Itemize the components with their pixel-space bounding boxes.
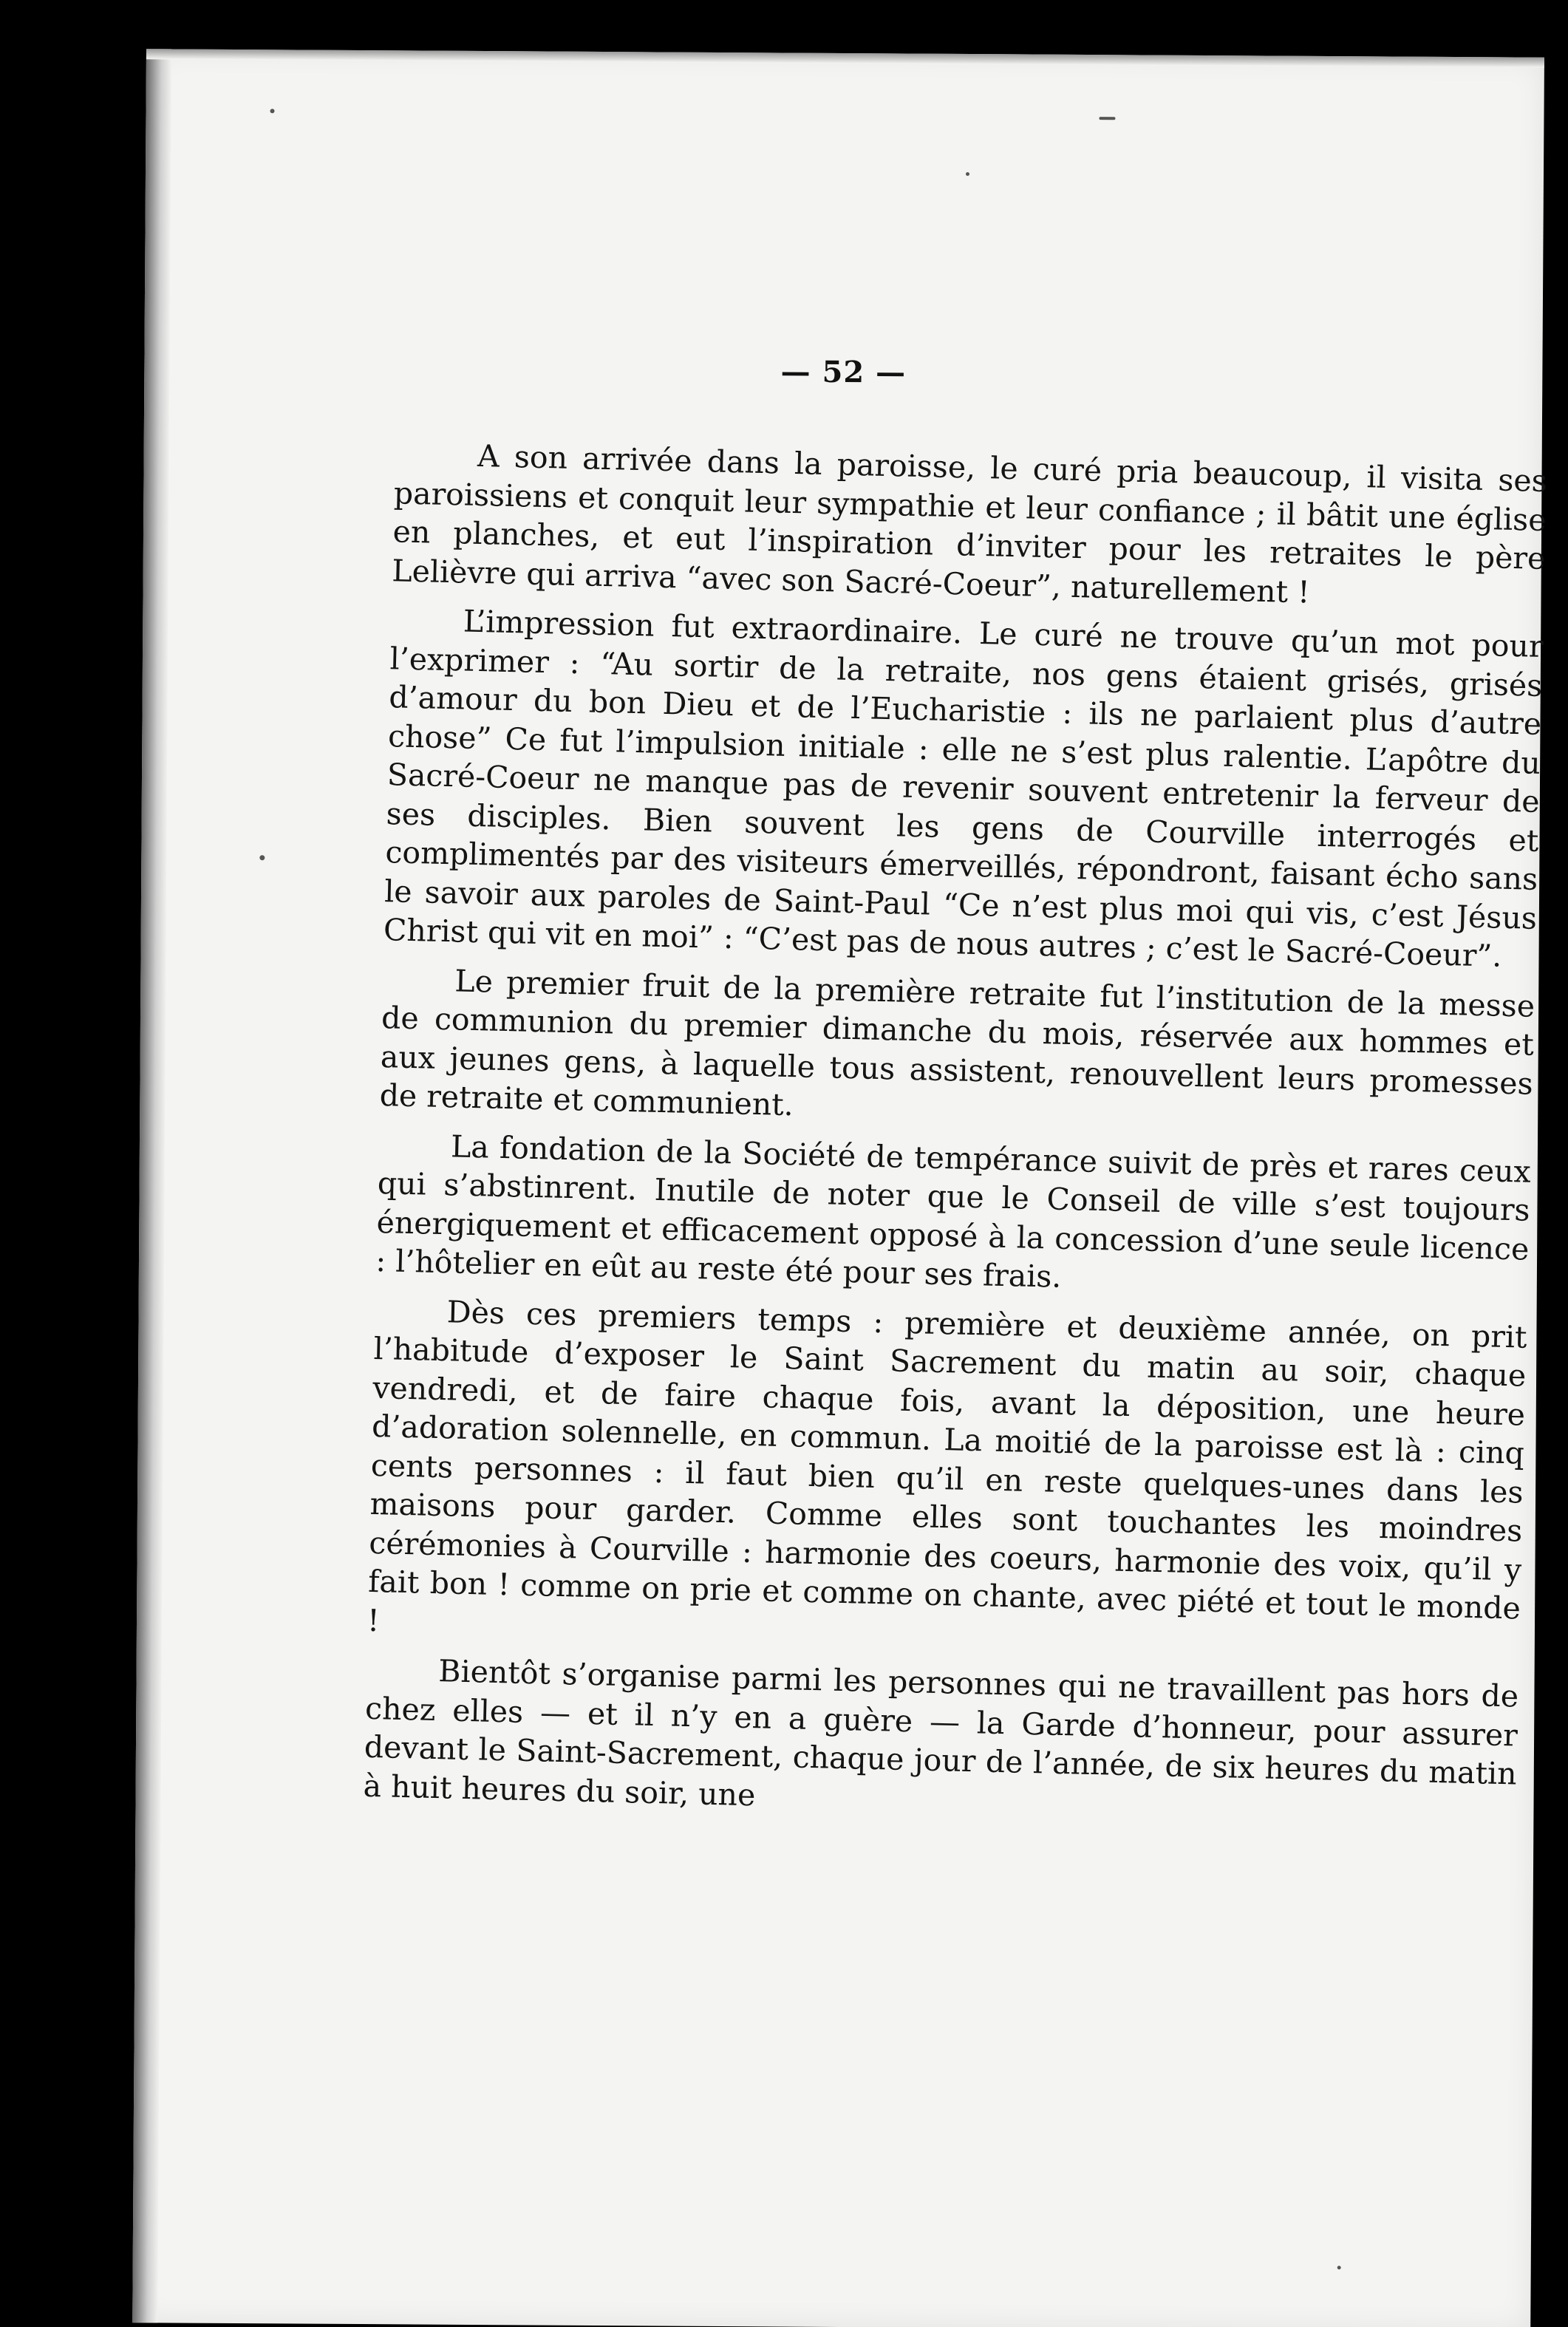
paragraph-4: La fondation de la Société de tempérance suivit de près et rares ceux qui s’abstinrent. Inutile de noter que le Conseil de ville s’est toujours énergiquement et efficacement opposé à la concession d’une seule licence : l’hôtelier en eût au reste été pour ses frais. [375, 1128, 1532, 1295]
page-binding-edge [132, 49, 171, 2323]
scan-speck [270, 109, 274, 113]
paragraph-3: Le premier fruit de la première retraite fut l’institution de la messe de communion du premier dimanche du mois, réservée aux hommes et aux jeunes gens, à laquelle tous assistent, renouvellent leurs promesses de retraite et communient. [379, 962, 1535, 1123]
page-number: — 52 — [780, 354, 907, 390]
paragraph-1: A son arrivée dans la paroisse, le curé pria beaucoup, il visita ses paroissiens et conquit leur sympathie et leur confiance ; il bâtit une église en planches, et eut l’inspiration d’inviter pour les retraites le père Lelièvre qui arriva “avec son Sacré-Coeur”, naturellement ! [391, 437, 1548, 610]
scan-speck [966, 172, 969, 176]
scan-speck [259, 855, 265, 860]
body-text [363, 435, 1548, 1842]
scan-speck [1099, 117, 1115, 120]
book-page [132, 49, 1548, 2327]
paragraph-6: Bientôt s’organise parmi les personnes qui ne travaillent pas hors de chez elles — et il n’y en a guère — la Garde d’honneur, pour assurer devant le Saint-Sacrement, chaque jour de l’année, de six heures du matin à huit heures du soir, une [363, 1653, 1519, 1813]
page-top-edge [146, 49, 1544, 68]
paragraph-5: Dès ces premiers temps : première et deuxième année, on prit l’habitude d’exposer le Saint Sacrement du matin au soir, chaque vendredi, et de faire chaque fois, avant la déposition, une heure d’adoration solennelle, en commun. La moitié de la paroisse est là : cinq cents personnes : il faut bien qu’il en reste quelques-unes dans les maisons pour garder. Comme elles sont touchantes les moindres cérémonies à Courville : harmonie des coeurs, harmonie des voix, qu’il y fait bon ! comme on prie et comme on chante, avec piété et tout le monde ! [367, 1293, 1528, 1638]
scan-speck [1337, 2266, 1341, 2269]
paragraph-2: L’impression fut extraordinaire. Le curé ne trouve qu’un mot pour l’exprimer : “Au sortir de la retraite, nos gens étaient grisés, grisés d’amour du bon Dieu et de l’Eucharistie : ils ne parlaient plus d’autre chose” Ce fut l’impulsion initiale : elle ne s’est plus ralentie. L’apôtre du Sacré-Coeur ne manque pas de revenir souvent entretenir la ferveur de ses disciples. Bien souvent les gens de Courville interrogés et complimentés par des visiteurs émerveillés, répondront, faisant écho sans le savoir aux paroles de Saint-Paul “Ce n’est plus moi qui vis, c’est Jésus Christ qui vit en moi” : “C’est pas de nous autres ; c’est le Sacré-Coeur”. [383, 603, 1544, 974]
